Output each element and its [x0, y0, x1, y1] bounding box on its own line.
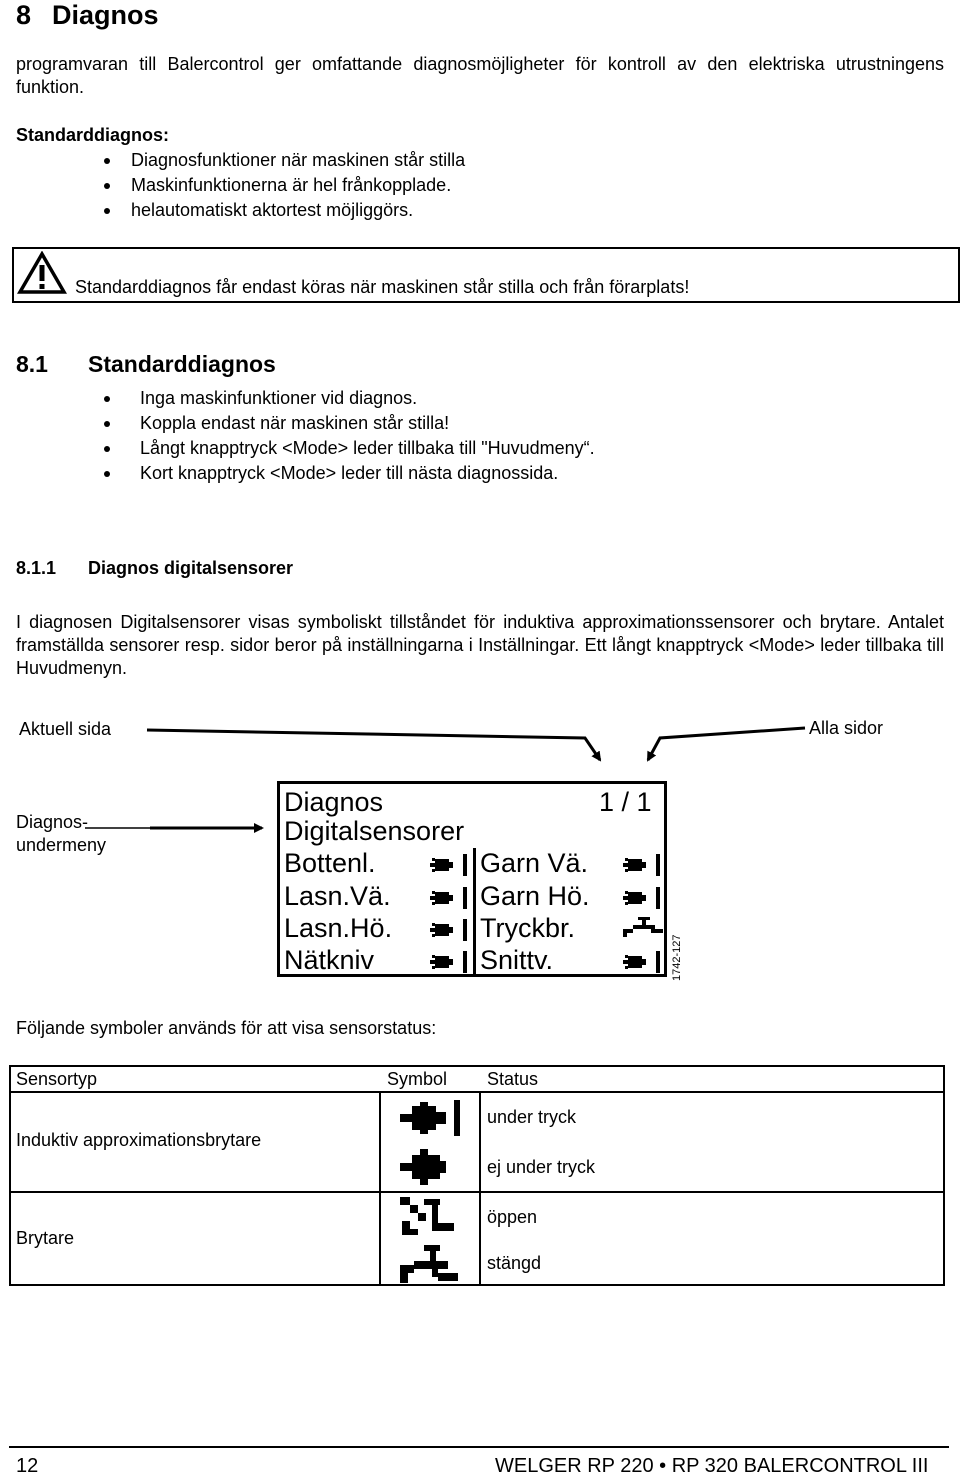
warning-triangle-icon: [17, 251, 67, 295]
subsubsection-paragraph: I diagnosen Digitalsensorer visas symboliskt tillståndet för induktiva approximationssensorer och brytare. Antalet framställda sensorer resp. sidor beror på inställningarna i Inställningar. Ett långt knapptryck <Mode> leder tillbaka till Huvudmenyn.: [16, 612, 944, 678]
list-item: Långt knapptryck <Mode> leder tillbaka till "Huvudmeny“.: [0, 436, 595, 461]
switch-closed-icon: [396, 1243, 464, 1287]
sensor-active-icon: [623, 887, 663, 909]
table-status: ej under tryck: [487, 1157, 596, 1177]
figure-label-current-page: Aktuell sida: [19, 719, 112, 739]
warning-text: Standarddiagnos får endast köras när maskinen står stilla och från förarplats!: [75, 277, 690, 297]
lcd-sensor-label: Bottenl.: [284, 848, 376, 878]
table-header: Status: [487, 1069, 539, 1089]
subsection-heading: [16, 351, 276, 378]
section-heading: [16, 0, 159, 31]
lcd-sensor-label: Tryckbr.: [480, 913, 576, 943]
table-status: öppen: [487, 1207, 538, 1227]
symbols-intro: Följande symboler används för att visa sensorstatus:: [16, 1018, 437, 1038]
sensor-not-under-pressure-icon: [396, 1147, 464, 1187]
standard-diagnosis-list: [16, 148, 465, 223]
table-header: Symbol: [387, 1069, 448, 1089]
subsubsection-title: Diagnos digitalsensorer: [88, 558, 294, 578]
subsection-title: Standarddiagnos: [88, 351, 276, 377]
figure-label-all-pages: Alla sidor: [809, 718, 884, 738]
symbols-table: [9, 1065, 945, 1286]
section-title: Diagnos: [52, 0, 159, 30]
subsubsection-heading: [16, 558, 293, 579]
list-item: Maskinfunktionerna är hel frånkopplade.: [16, 173, 465, 198]
section-number: 8: [16, 0, 32, 30]
warning-box: [12, 247, 960, 303]
figure-label-submenu-1: Diagnos-: [16, 812, 89, 832]
list-item: Kort knapptryck <Mode> leder till nästa diagnossida.: [0, 461, 595, 486]
figure-label-submenu-2: undermeny: [16, 835, 107, 855]
subsection-list: [0, 386, 595, 486]
lcd-sensor-label: Snittv.: [480, 945, 554, 975]
intro-paragraph: programvaran till Balercontrol ger omfattande diagnosmöjligheter för kontroll av den elektriska utrustningens funktion.: [16, 54, 944, 97]
sensor-active-icon: [430, 887, 470, 909]
list-item: Diagnosfunktioner när maskinen står stilla: [16, 148, 465, 173]
table-status: stängd: [487, 1253, 542, 1273]
table-sensor-type: Induktiv approximationsbrytare: [16, 1130, 262, 1150]
sensor-active-icon: [430, 919, 470, 941]
table-sensor-type: Brytare: [16, 1228, 75, 1248]
lcd-page-indicator: 1 / 1: [599, 787, 652, 817]
figure-code: 1742-127: [671, 934, 683, 981]
lcd-subtitle: Digitalsensorer: [284, 816, 465, 846]
switch-open-icon: [396, 1195, 464, 1239]
list-item: Koppla endast när maskinen står stilla!: [0, 411, 595, 436]
list-item: helautomatiskt aktortest möjliggörs.: [16, 198, 465, 223]
sensor-active-icon: [623, 951, 663, 973]
lcd-sensor-label: Garn Hö.: [480, 881, 590, 911]
footer-rule: [9, 1446, 949, 1448]
subsection-number: 8.1: [16, 351, 48, 377]
lcd-sensor-label: Nätkniv: [284, 945, 375, 975]
lcd-column-divider: [473, 848, 476, 977]
lcd-sensor-label: Lasn.Vä.: [284, 881, 391, 911]
switch-closed-icon: [623, 917, 663, 939]
sensor-active-icon: [623, 854, 663, 876]
list-item: Inga maskinfunktioner vid diagnos.: [0, 386, 595, 411]
lcd-sensor-label: Garn Vä.: [480, 848, 589, 878]
subsubsection-number: 8.1.1: [16, 558, 57, 578]
lcd-title: Diagnos: [284, 787, 384, 817]
table-status: under tryck: [487, 1107, 577, 1127]
table-header: Sensortyp: [16, 1069, 98, 1089]
lcd-screen: [277, 781, 667, 977]
footer-page-number: 12: [16, 1455, 39, 1477]
standard-diagnosis-heading: Standarddiagnos:: [16, 125, 170, 145]
sensor-under-pressure-icon: [396, 1098, 464, 1138]
sensor-active-icon: [430, 951, 470, 973]
footer-title: WELGER RP 220 • RP 320 BALERCONTROL III: [495, 1455, 929, 1477]
sensor-active-icon: [430, 854, 470, 876]
lcd-sensor-label: Lasn.Hö.: [284, 913, 393, 943]
